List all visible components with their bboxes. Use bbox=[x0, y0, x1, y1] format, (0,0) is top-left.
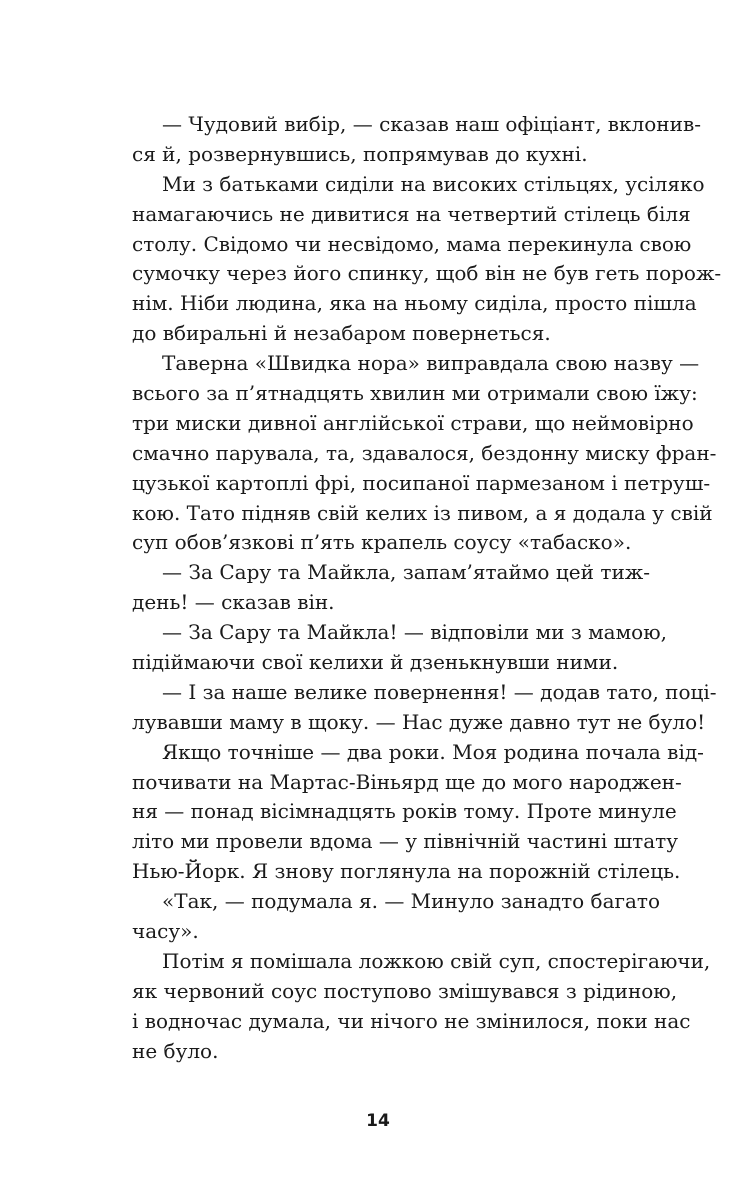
text-line: день! — сказав він. bbox=[132, 590, 335, 615]
page-number: 14 bbox=[366, 1111, 390, 1131]
text-line: часу». bbox=[132, 919, 199, 944]
paragraph bbox=[132, 947, 711, 1067]
paragraph bbox=[132, 618, 667, 678]
text-line: Потім я помішала ложкою свій суп, спостерігаючи, bbox=[162, 948, 711, 973]
paragraph bbox=[132, 170, 722, 349]
text-line: суп обов’язкові п’ять крапель соусу «табаско». bbox=[132, 530, 632, 555]
text-line: підіймаючи свої келихи й дзенькнувши ними. bbox=[132, 650, 619, 675]
text-line: сумочку через його спинку, щоб він не був геть порож- bbox=[132, 261, 722, 286]
text-line: і водночас думала, чи нічого не змінилося, поки нас bbox=[132, 1008, 691, 1033]
text-line: Нью-Йорк. Я знову поглянула на порожній стілець. bbox=[132, 859, 681, 884]
paragraph bbox=[132, 349, 717, 558]
text-line: три миски дивної англійської страви, що неймовірно bbox=[132, 410, 694, 435]
paragraph bbox=[132, 678, 717, 738]
text-line: всього за п’ятнадцять хвилин ми отримали свою їжу: bbox=[132, 381, 698, 406]
text-line: почивати на Мартас-Віньярд ще до мого народжен- bbox=[132, 769, 682, 794]
text-line: Таверна «Швидка нора» виправдала свою назву — bbox=[162, 351, 700, 376]
text-line: намагаючись не дивитися на четвертий стілець біля bbox=[132, 201, 691, 226]
text-line: — Чудовий вибір, — сказав наш офіціант, вклонив- bbox=[162, 112, 701, 136]
text-line: Якщо точніше — два роки. Моя родина почала від- bbox=[162, 739, 704, 764]
text-line: — За Сару та Майкла, запам’ятаймо цей тиж- bbox=[162, 560, 650, 585]
text-line: — За Сару та Майкла! — відповіли ми з мамою, bbox=[162, 620, 667, 645]
text-line: літо ми провели вдома — у північній частині штату bbox=[132, 829, 678, 854]
body-text bbox=[132, 110, 722, 1067]
text-line: — І за наше велике повернення! — додав тато, поці- bbox=[162, 679, 717, 704]
text-line: як червоний соус поступово змішувався з рідиною, bbox=[132, 978, 678, 1003]
text-line: смачно парувала, та, здавалося, бездонну миску фран- bbox=[132, 440, 717, 465]
text-line: не було. bbox=[132, 1038, 219, 1063]
text-line: цузької картоплі фрі, посипаної пармезаном і петруш- bbox=[132, 470, 711, 495]
text-line: до вбиральні й незабаром повернеться. bbox=[132, 321, 551, 346]
text-line: столу. Свідомо чи несвідомо, мама перекинула свою bbox=[132, 231, 692, 256]
paragraph bbox=[132, 887, 661, 947]
paragraph bbox=[132, 558, 650, 618]
text-line: «Так, — подумала я. — Минуло занадто багато bbox=[162, 889, 661, 914]
paragraph bbox=[132, 110, 701, 170]
text-line: ся й, розвернувшись, попрямував до кухні. bbox=[132, 141, 588, 166]
text-line: Ми з батьками сиділи на високих стільцях, усіляко bbox=[162, 171, 705, 196]
paragraph bbox=[132, 738, 704, 887]
text-line: лувавши маму в щоку. — Нас дуже давно тут не було! bbox=[132, 709, 706, 734]
text-line: ня — понад вісімнадцять років тому. Проте минуле bbox=[132, 799, 677, 824]
text-line: нім. Ніби людина, яка на ньому сиділа, просто пішла bbox=[132, 291, 697, 316]
text-line: кою. Тато підняв свій келих із пивом, а я додала у свій bbox=[132, 500, 713, 525]
